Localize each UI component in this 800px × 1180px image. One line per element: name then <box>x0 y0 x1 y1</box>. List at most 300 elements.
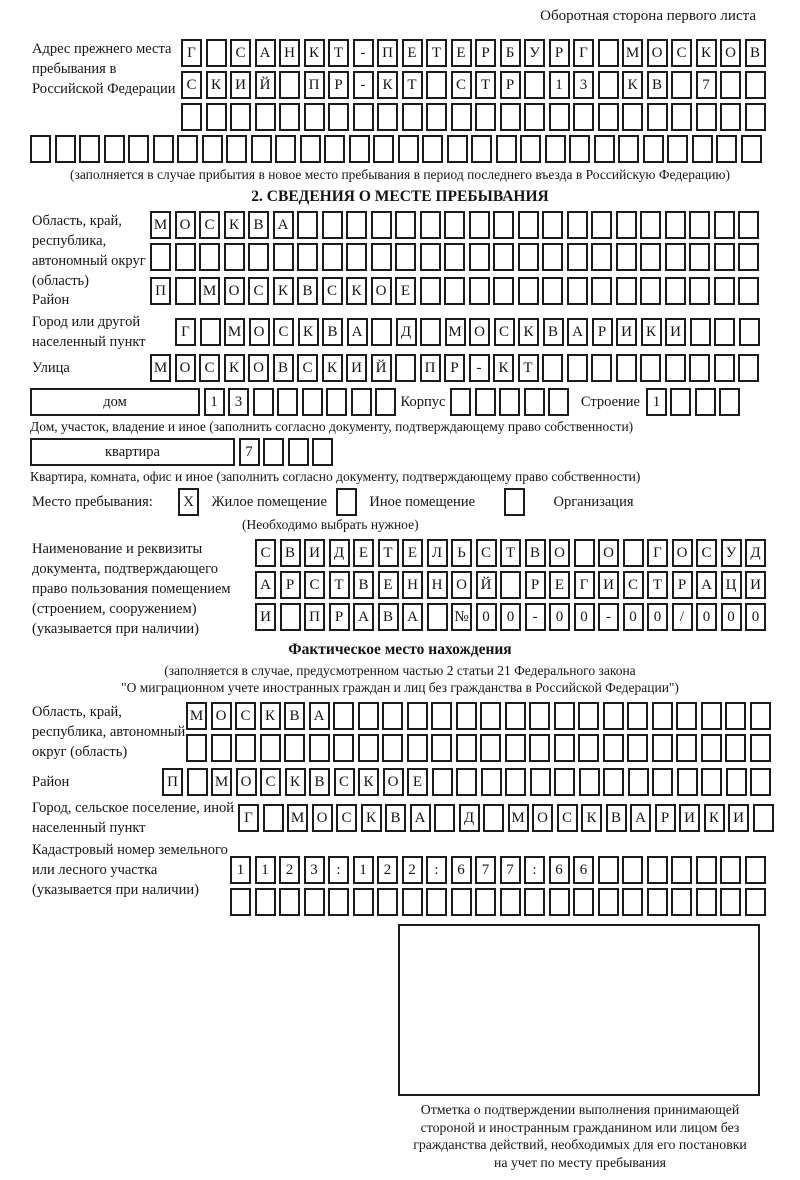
char-cell <box>627 734 648 762</box>
caption-line: на учет по месту пребывания <box>494 1154 666 1170</box>
char-cell: И <box>255 603 276 631</box>
char-cell: 2 <box>377 856 398 884</box>
char-cell: № <box>451 603 472 631</box>
char-cell <box>371 318 392 346</box>
char-cell: К <box>581 804 602 832</box>
char-cell <box>640 277 661 305</box>
char-cell: К <box>641 318 662 346</box>
char-cell: В <box>309 768 330 796</box>
char-cell <box>714 318 735 346</box>
char-cell: 7 <box>239 438 260 466</box>
char-cell: М <box>199 277 220 305</box>
char-cell <box>349 135 370 163</box>
char-cell: Ь <box>451 539 472 567</box>
char-cell <box>288 438 309 466</box>
char-cell: П <box>162 768 183 796</box>
char-cell <box>695 388 716 416</box>
char-cell: М <box>622 39 643 67</box>
char-cell <box>640 354 661 382</box>
char-cell <box>579 768 600 796</box>
char-cell <box>567 277 588 305</box>
char-cell <box>591 354 612 382</box>
char-cell <box>667 135 688 163</box>
char-cell: 3 <box>573 71 594 99</box>
char-cell: 1 <box>230 856 251 884</box>
char-cell <box>720 71 741 99</box>
char-cell: М <box>287 804 308 832</box>
char-cell <box>745 71 766 99</box>
char-cell: В <box>284 702 305 730</box>
char-cell: О <box>312 804 333 832</box>
char-cell: А <box>567 318 588 346</box>
char-cell <box>598 39 619 67</box>
char-cell: Е <box>549 571 570 599</box>
char-cell <box>549 103 570 131</box>
char-cell <box>720 103 741 131</box>
char-cell: Т <box>402 71 423 99</box>
caption-line: (заполняется в случае, предусмотренном частью 2 статьи 21 Федерального закона <box>164 663 636 678</box>
char-cell: О <box>720 39 741 67</box>
char-cell <box>322 243 343 271</box>
char-cell: К <box>224 354 245 382</box>
char-cell: О <box>211 702 232 730</box>
char-cell: Р <box>655 804 676 832</box>
cadastral-row <box>30 840 770 920</box>
char-cell <box>518 277 539 305</box>
region-row <box>30 211 770 289</box>
char-cell <box>591 243 612 271</box>
cell-row <box>255 571 770 599</box>
house-box-label: дом <box>30 388 200 416</box>
char-cell: К <box>622 71 643 99</box>
char-cell <box>128 135 149 163</box>
street-row <box>30 354 770 382</box>
char-cell <box>623 539 644 567</box>
char-cell <box>420 243 441 271</box>
char-cell <box>689 243 710 271</box>
char-cell: Р <box>592 318 613 346</box>
char-cell <box>300 135 321 163</box>
char-cell: Р <box>549 39 570 67</box>
char-cell <box>692 135 713 163</box>
char-cell: 7 <box>500 856 521 884</box>
actual-district-label: Район <box>32 774 70 790</box>
settlement-row <box>30 798 770 838</box>
char-cell: И <box>304 539 325 567</box>
region-cells <box>150 211 763 271</box>
actual-district-row <box>30 768 770 796</box>
cell-row <box>255 603 770 631</box>
char-cell: Е <box>353 539 374 567</box>
char-cell <box>647 856 668 884</box>
char-cell <box>279 103 300 131</box>
char-cell <box>469 243 490 271</box>
char-cell: М <box>150 211 171 239</box>
char-cell <box>500 103 521 131</box>
char-cell <box>520 135 541 163</box>
char-cell: Т <box>475 71 496 99</box>
char-cell <box>260 734 281 762</box>
char-cell <box>524 71 545 99</box>
char-cell: С <box>557 804 578 832</box>
char-cell <box>255 103 276 131</box>
char-cell: О <box>224 277 245 305</box>
char-cell <box>451 888 472 916</box>
char-cell <box>701 768 722 796</box>
cell-row <box>150 211 763 239</box>
cadastral-cells <box>230 856 769 916</box>
char-cell <box>253 388 274 416</box>
char-cell: В <box>297 277 318 305</box>
char-cell <box>375 388 396 416</box>
char-cell <box>640 211 661 239</box>
char-cell <box>235 734 256 762</box>
char-cell: В <box>280 539 301 567</box>
char-cell <box>30 135 51 163</box>
char-cell <box>745 888 766 916</box>
prev-address-cells <box>181 39 769 131</box>
cadastral-label: Кадастровый номер земельного или лесного участка (указывается при наличии) <box>32 842 228 898</box>
char-cell: 0 <box>500 603 521 631</box>
char-cell: К <box>377 71 398 99</box>
char-cell <box>395 211 416 239</box>
char-cell: О <box>236 768 257 796</box>
char-cell <box>505 768 526 796</box>
char-cell <box>665 277 686 305</box>
char-cell: Й <box>255 71 276 99</box>
char-cell: К <box>361 804 382 832</box>
char-cell <box>750 768 771 796</box>
char-cell <box>456 702 477 730</box>
cell-row <box>181 103 769 131</box>
char-cell: К <box>260 702 281 730</box>
char-cell: С <box>230 39 251 67</box>
char-cell: С <box>671 39 692 67</box>
char-cell <box>395 243 416 271</box>
char-cell: 1 <box>255 856 276 884</box>
char-cell: 0 <box>574 603 595 631</box>
char-cell <box>226 135 247 163</box>
char-cell <box>275 135 296 163</box>
char-cell <box>371 243 392 271</box>
char-cell: - <box>353 39 374 67</box>
char-cell: 3 <box>304 856 325 884</box>
char-cell: 0 <box>623 603 644 631</box>
char-cell <box>304 103 325 131</box>
char-cell: П <box>420 354 441 382</box>
char-cell: Н <box>402 571 423 599</box>
char-cell: Е <box>402 39 423 67</box>
char-cell <box>753 804 774 832</box>
cell-row <box>150 277 763 305</box>
caption-line: Отметка о подтверждении выполнения принимающей <box>420 1102 740 1117</box>
char-cell <box>665 211 686 239</box>
char-cell <box>153 135 174 163</box>
char-cell: В <box>543 318 564 346</box>
apartment-box-label: квартира <box>30 438 235 466</box>
caption-line: гражданства действий, необходимых для его постановки <box>413 1137 747 1152</box>
cell-row <box>204 388 400 416</box>
cell-row <box>450 388 573 416</box>
char-cell <box>431 734 452 762</box>
char-cell: 2 <box>402 856 423 884</box>
char-cell: 1 <box>204 388 225 416</box>
cell-row <box>150 243 763 271</box>
char-cell: - <box>353 71 374 99</box>
char-cell <box>475 103 496 131</box>
char-cell <box>524 388 545 416</box>
char-cell: Р <box>444 354 465 382</box>
organization-option-label: Организация <box>553 494 634 510</box>
char-cell: В <box>745 39 766 67</box>
char-cell <box>297 211 318 239</box>
district-label: Район <box>32 292 70 308</box>
settlement-label: Город, сельское поселение, иной населенный пункт <box>32 800 235 836</box>
char-cell <box>279 888 300 916</box>
char-cell <box>622 856 643 884</box>
char-cell <box>671 856 692 884</box>
prev-address-caption: (заполняется в случае прибытия в новое место пребывания в период последнего въезда в Российскую Федерацию) <box>69 167 731 182</box>
stay-type-row <box>30 488 770 516</box>
char-cell: И <box>679 804 700 832</box>
char-cell: К <box>206 71 227 99</box>
cell-row <box>162 768 775 796</box>
char-cell <box>402 888 423 916</box>
region-label: Область, край, республика, автономный округ (область) <box>32 213 146 289</box>
char-cell: А <box>630 804 651 832</box>
char-cell <box>450 388 471 416</box>
char-cell <box>483 804 504 832</box>
char-cell <box>530 768 551 796</box>
char-cell <box>280 603 301 631</box>
char-cell <box>554 768 575 796</box>
char-cell <box>382 734 403 762</box>
char-cell <box>603 734 624 762</box>
char-cell: К <box>346 277 367 305</box>
char-cell <box>549 888 570 916</box>
char-cell: П <box>377 39 398 67</box>
section2-title: 2. СВЕДЕНИЯ О МЕСТЕ ПРЕБЫВАНИЯ <box>251 188 549 205</box>
actual-region-cells <box>186 702 774 762</box>
char-cell <box>206 39 227 67</box>
char-cell <box>427 603 448 631</box>
char-cell: О <box>532 804 553 832</box>
char-cell <box>456 734 477 762</box>
cell-row <box>175 318 763 346</box>
char-cell <box>500 571 521 599</box>
char-cell <box>420 277 441 305</box>
char-cell: О <box>371 277 392 305</box>
char-cell: О <box>383 768 404 796</box>
city-label: Город или другой населенный пункт <box>32 314 146 350</box>
char-cell <box>524 888 545 916</box>
char-cell: Р <box>475 39 496 67</box>
char-cell <box>696 103 717 131</box>
char-cell: 6 <box>549 856 570 884</box>
char-cell: 1 <box>646 388 667 416</box>
char-cell <box>493 243 514 271</box>
residential-option-label: Жилое помещение <box>211 494 327 510</box>
char-cell: А <box>410 804 431 832</box>
char-cell <box>493 277 514 305</box>
char-cell <box>471 135 492 163</box>
char-cell <box>407 702 428 730</box>
char-cell: 0 <box>476 603 497 631</box>
char-cell: - <box>525 603 546 631</box>
char-cell <box>322 211 343 239</box>
char-cell <box>251 135 272 163</box>
char-cell <box>481 768 502 796</box>
char-cell: С <box>696 539 717 567</box>
korpus-label: Корпус <box>400 394 446 410</box>
char-cell <box>652 734 673 762</box>
char-cell <box>263 804 284 832</box>
char-cell: О <box>175 211 196 239</box>
char-cell: Е <box>395 277 416 305</box>
char-cell <box>493 211 514 239</box>
char-cell <box>671 888 692 916</box>
char-cell: И <box>745 571 766 599</box>
actual-location-caption <box>30 662 770 696</box>
char-cell: С <box>623 571 644 599</box>
char-cell: О <box>175 354 196 382</box>
char-cell: - <box>598 603 619 631</box>
char-cell <box>545 135 566 163</box>
char-cell <box>499 388 520 416</box>
prev-address-row <box>30 39 770 131</box>
char-cell <box>647 888 668 916</box>
char-cell: К <box>493 354 514 382</box>
apartment-row <box>30 438 770 466</box>
char-cell: С <box>334 768 355 796</box>
char-cell: Р <box>328 71 349 99</box>
char-cell: К <box>322 354 343 382</box>
char-cell: 6 <box>573 856 594 884</box>
char-cell: Т <box>500 539 521 567</box>
char-cell: В <box>385 804 406 832</box>
char-cell: С <box>297 354 318 382</box>
char-cell: С <box>322 277 343 305</box>
char-cell: А <box>273 211 294 239</box>
char-cell <box>714 211 735 239</box>
cell-row <box>230 856 769 884</box>
char-cell <box>422 135 443 163</box>
char-cell <box>377 888 398 916</box>
char-cell <box>591 277 612 305</box>
char-cell <box>701 702 722 730</box>
char-cell <box>475 388 496 416</box>
char-cell: В <box>378 603 399 631</box>
char-cell: Р <box>280 571 301 599</box>
prev-address-label: Адрес прежнего места пребывания в Российской Федерации <box>32 41 176 97</box>
char-cell: И <box>598 571 619 599</box>
char-cell: Е <box>402 539 423 567</box>
char-cell <box>346 211 367 239</box>
char-cell <box>444 277 465 305</box>
stroenie-label: Строение <box>580 394 640 410</box>
char-cell <box>689 354 710 382</box>
char-cell: У <box>721 539 742 567</box>
char-cell: А <box>255 39 276 67</box>
char-cell <box>309 734 330 762</box>
char-cell <box>420 211 441 239</box>
cell-row <box>186 702 774 730</box>
char-cell <box>616 211 637 239</box>
document-row <box>30 539 770 635</box>
cell-row <box>181 71 769 99</box>
char-cell <box>505 702 526 730</box>
house-caption: Дом, участок, владение и иное (заполнить согласно документу, подтверждающему право собственности) <box>30 419 634 434</box>
char-cell <box>647 103 668 131</box>
char-cell: С <box>476 539 497 567</box>
char-cell <box>333 734 354 762</box>
char-cell: О <box>248 354 269 382</box>
char-cell <box>420 318 441 346</box>
char-cell <box>738 211 759 239</box>
char-cell <box>55 135 76 163</box>
char-cell <box>689 211 710 239</box>
char-cell <box>346 243 367 271</box>
confirmation-stamp-caption <box>382 1101 778 1171</box>
char-cell: Л <box>427 539 448 567</box>
char-cell <box>554 734 575 762</box>
char-cell: И <box>728 804 749 832</box>
char-cell: О <box>598 539 619 567</box>
char-cell <box>326 388 347 416</box>
char-cell <box>542 354 563 382</box>
char-cell <box>701 734 722 762</box>
actual-region-label: Область, край, республика, автономный округ (область) <box>32 704 186 760</box>
char-cell <box>714 354 735 382</box>
char-cell: О <box>647 39 668 67</box>
char-cell <box>622 103 643 131</box>
char-cell: Ц <box>721 571 742 599</box>
char-cell <box>324 135 345 163</box>
char-cell <box>496 135 517 163</box>
char-cell <box>542 211 563 239</box>
char-cell: А <box>347 318 368 346</box>
char-cell: : <box>524 856 545 884</box>
stay-type-label: Место пребывания: <box>32 494 153 510</box>
char-cell <box>726 768 747 796</box>
cell-row <box>186 734 774 762</box>
char-cell: К <box>273 277 294 305</box>
char-cell: Е <box>378 571 399 599</box>
char-cell: Т <box>328 39 349 67</box>
char-cell <box>444 243 465 271</box>
char-cell: С <box>451 71 472 99</box>
char-cell: В <box>248 211 269 239</box>
char-cell <box>199 243 220 271</box>
char-cell <box>211 734 232 762</box>
char-cell: К <box>696 39 717 67</box>
char-cell <box>480 734 501 762</box>
char-cell: : <box>426 856 447 884</box>
char-cell <box>567 354 588 382</box>
char-cell <box>175 277 196 305</box>
char-cell: Н <box>427 571 448 599</box>
char-cell <box>725 702 746 730</box>
char-cell <box>542 277 563 305</box>
confirmation-stamp-box <box>398 924 760 1096</box>
char-cell <box>598 856 619 884</box>
char-cell <box>720 856 741 884</box>
cell-row <box>238 804 777 832</box>
char-cell <box>248 243 269 271</box>
char-cell <box>567 243 588 271</box>
char-cell <box>603 702 624 730</box>
char-cell <box>328 888 349 916</box>
